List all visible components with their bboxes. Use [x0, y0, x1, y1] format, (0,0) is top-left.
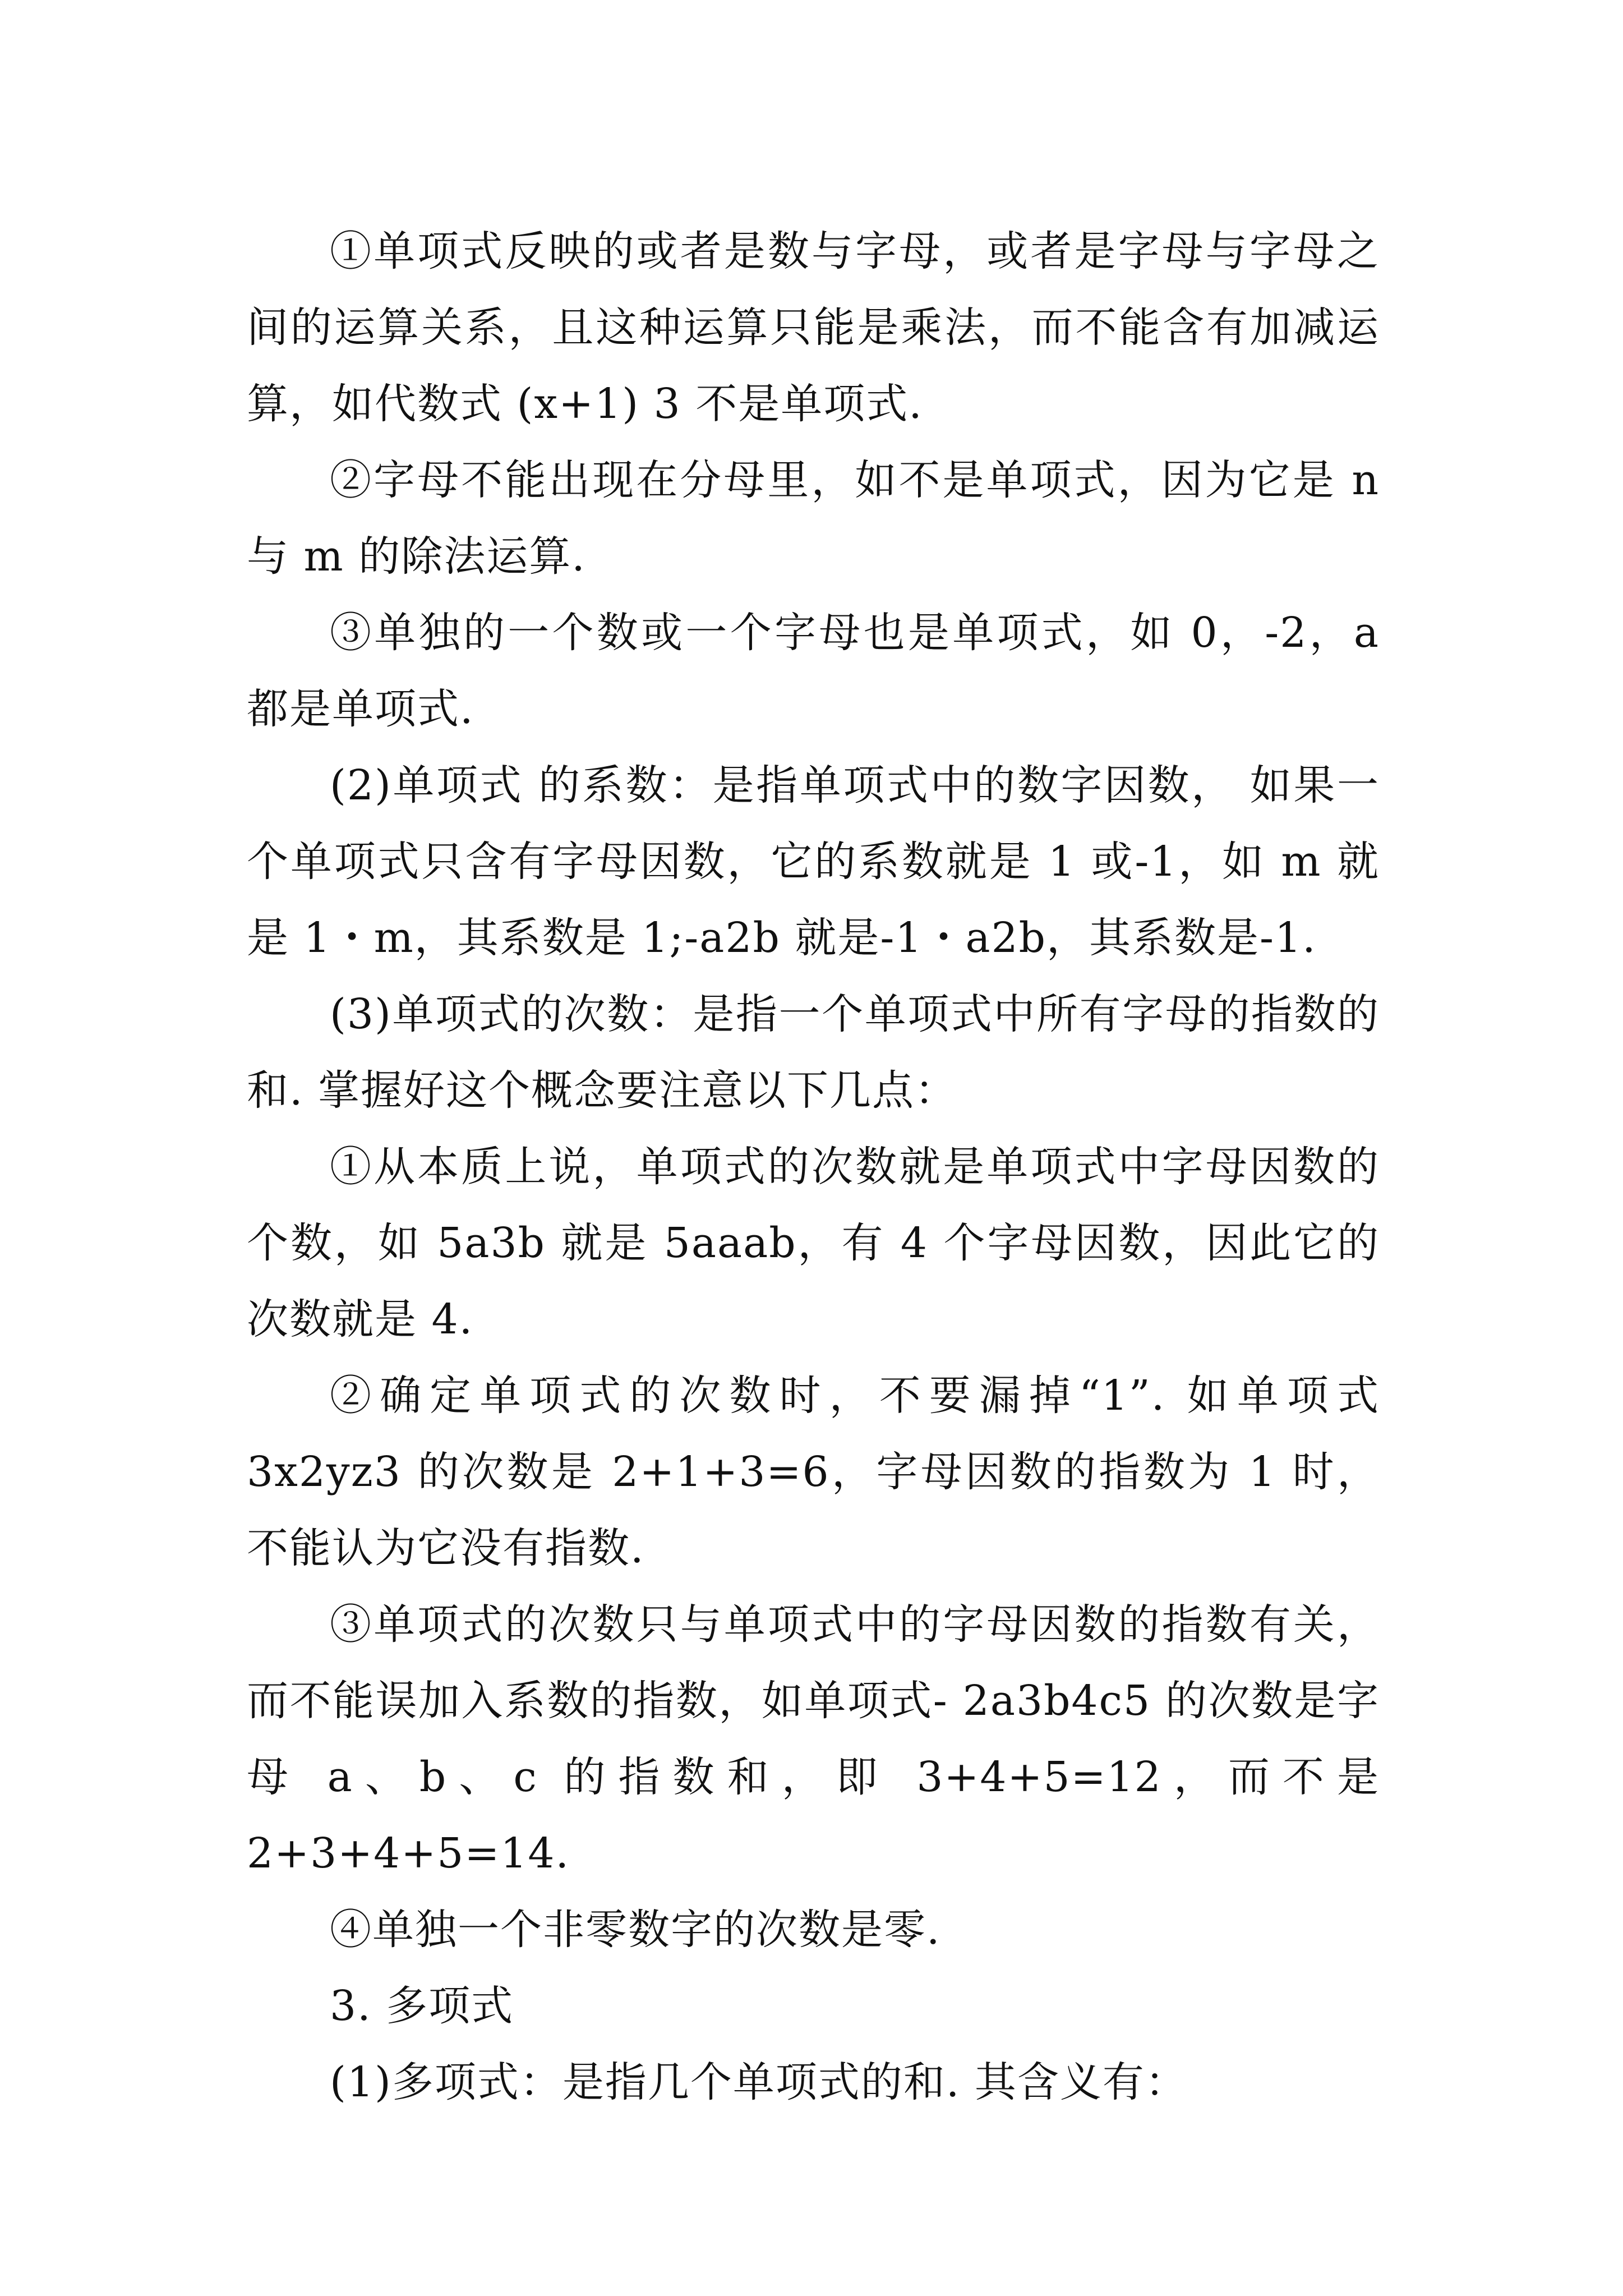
paragraph-degree-essence: ①从本质上说，单项式的次数就是单项式中字母因数的个数，如 5a3b 就是 5aaab，有 4 个字母因数，因此它的次数就是 4. — [247, 1143, 1380, 1343]
paragraph-monomial-degree: (3)单项式的次数：是指一个单项式中所有字母的指数的和. 掌握好这个概念要注意以下几点： — [247, 990, 1380, 1115]
document-body — [247, 213, 1380, 2120]
paragraph-letter-denominator: ②字母不能出现在分母里，如不是单项式，因为它是 n 与 m 的除法运算. — [247, 456, 1380, 581]
paragraph-single-number-letter: ③单独的一个数或一个字母也是单项式，如 0，-2，a 都是单项式. — [247, 609, 1380, 733]
section-heading-polynomial: 3. 多项式 — [330, 1982, 514, 2030]
paragraph-monomial-operation: ①单项式反映的或者是数与字母，或者是字母与字母之间的运算关系，且这种运算只能是乘法，而不能含有加减运算，如代数式 (x+1) 3 不是单项式. — [247, 227, 1380, 428]
paragraph-monomial-coefficient: (2)单项式 的系数：是指单项式中的数字因数， 如果一个单项式只含有字母因数，它的系数就是 1 或-1，如 m 就是 1・m，其系数是 1;-a2b 就是-1・a2b，其系数是-1. — [247, 761, 1380, 962]
paragraph-nonzero-number-degree: ④单独一个非零数字的次数是零. — [330, 1906, 941, 1954]
paragraph-degree-letter-exponents: ③单项式的次数只与单项式中的字母因数的指数有关，而不能误加入系数的指数，如单项式- 2a3b4c5 的次数是字母 a、b、c 的指数和，即 3+4+5=12，而不是 2+3+4+5=14. — [247, 1600, 1380, 1878]
paragraph-polynomial-definition: (1)多项式：是指几个单项式的和. 其含义有： — [330, 2058, 1188, 2106]
paragraph-degree-exponent-one: ②确定单项式的次数时，不要漏掉“1”. 如单项式 3x2yz3 的次数是 2+1+3=6，字母因数的指数为 1 时，不能认为它没有指数. — [247, 1372, 1380, 1572]
